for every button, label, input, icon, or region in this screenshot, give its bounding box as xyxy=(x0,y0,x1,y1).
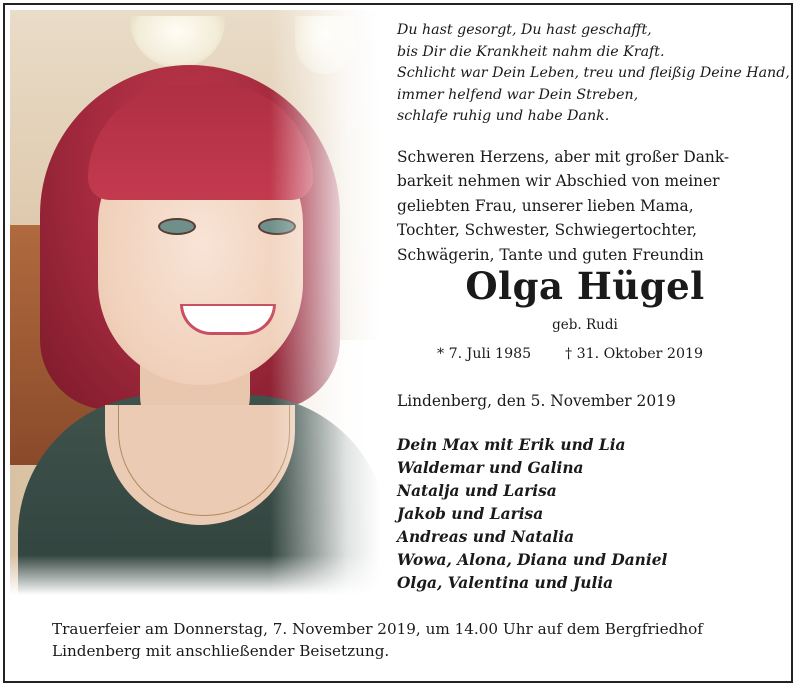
verse-line: bis Dir die Krankheit nahm die Kraft. xyxy=(397,43,665,60)
memorial-verse xyxy=(397,20,790,128)
photo-fade xyxy=(10,555,380,595)
intro-line: Tochter, Schwester, Schwiegertochter, xyxy=(397,221,698,240)
deceased-name: Olga Hügel xyxy=(465,264,705,308)
funeral-line: Trauerfeier am Donnerstag, 7. November 2019, um 14.00 Uhr auf dem Bergfriedhof xyxy=(52,620,703,638)
photo-eye xyxy=(158,218,196,235)
mourner-line: Natalja und Larisa xyxy=(397,482,557,500)
place-and-date: Lindenberg, den 5. November 2019 xyxy=(397,392,676,410)
death-date: † 31. Oktober 2019 xyxy=(565,346,704,362)
mourner-line: Olga, Valentina und Julia xyxy=(397,574,614,592)
mourner-line: Waldemar und Galina xyxy=(397,459,584,477)
mourner-line: Jakob und Larisa xyxy=(397,505,544,523)
intro-line: Schwägerin, Tante und guten Freundin xyxy=(397,245,704,264)
portrait-photo xyxy=(10,10,380,595)
mourner-line: Andreas und Natalia xyxy=(397,528,575,546)
photo-fade xyxy=(270,10,380,595)
mourner-line: Wowa, Alona, Diana und Daniel xyxy=(397,551,668,569)
mourners-list xyxy=(397,434,782,595)
verse-line: immer helfend war Dein Streben, xyxy=(397,86,639,103)
birth-name: geb. Rudi xyxy=(552,317,618,333)
verse-line: Schlicht war Dein Leben, treu und fleißig Deine Hand, xyxy=(397,65,790,81)
verse-line: Du hast gesorgt, Du hast geschafft, xyxy=(397,22,652,38)
funeral-line: Lindenberg mit anschließender Beisetzung. xyxy=(52,641,390,660)
intro-line: geliebten Frau, unserer lieben Mama, xyxy=(397,196,694,215)
verse-line: schlafe ruhig und habe Dank. xyxy=(397,108,610,124)
mourner-line: Dein Max mit Erik und Lia xyxy=(397,436,626,454)
funeral-info xyxy=(52,619,772,662)
intro-line: Schweren Herzens, aber mit großer Dank- xyxy=(397,148,730,166)
intro-line: barkeit nehmen wir Abschied von meiner xyxy=(397,172,720,191)
farewell-text xyxy=(397,145,782,267)
birth-date: * 7. Juli 1985 xyxy=(437,346,532,362)
